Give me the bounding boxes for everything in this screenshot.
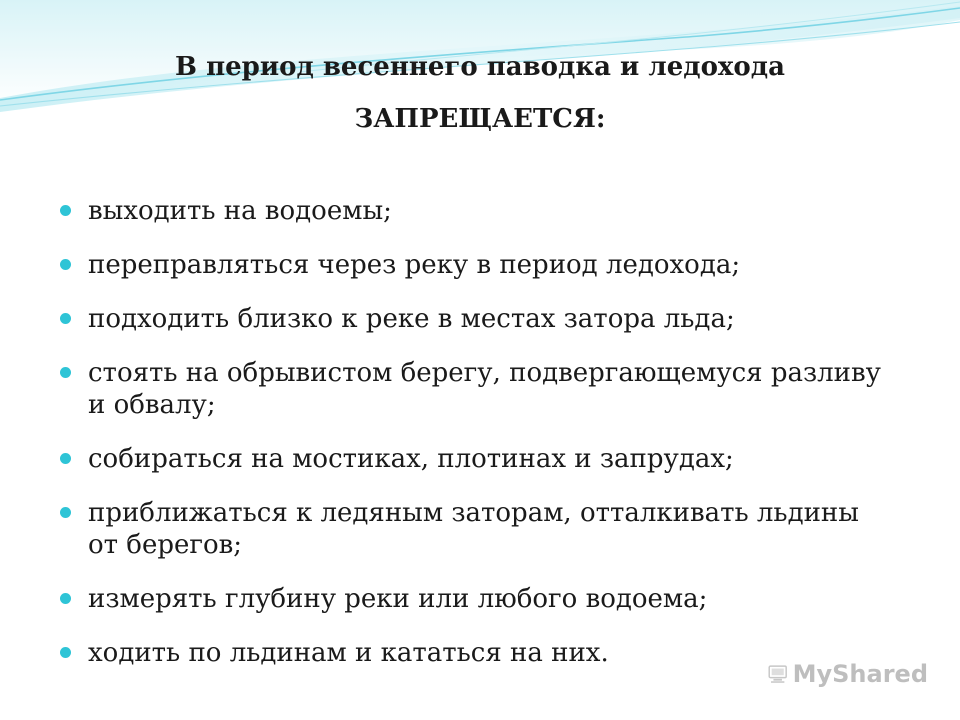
list-item bbox=[60, 195, 890, 227]
list-item-text: стоять на обрывистом берегу, подвергающемуся разливу и обвалу; bbox=[88, 358, 881, 420]
list-item-text: собираться на мостиках, плотинах и запрудах; bbox=[88, 444, 734, 474]
bullet-icon bbox=[60, 593, 71, 604]
slide-title: В период весеннего паводка и ледохода bbox=[175, 52, 785, 82]
list-item-text: выходить на водоемы; bbox=[88, 196, 392, 226]
mycomputer-logo-icon bbox=[768, 658, 789, 690]
slide-subtitle: ЗАПРЕЩАЕТСЯ: bbox=[354, 104, 606, 134]
list-item-text: измерять глубину реки или любого водоема; bbox=[88, 584, 708, 614]
bullet-icon bbox=[60, 647, 71, 658]
list-item bbox=[60, 357, 890, 421]
bullet-icon bbox=[60, 259, 71, 270]
list-item-text: подходить близко к реке в местах затора льда; bbox=[88, 304, 735, 334]
list-item-text: переправляться через реку в период ледохода; bbox=[88, 250, 741, 280]
list-item bbox=[60, 637, 890, 669]
watermark bbox=[768, 656, 928, 692]
list-item-text: ходить по льдинам и кататься на них. bbox=[88, 638, 609, 668]
bullet-icon bbox=[60, 453, 71, 464]
bullet-icon bbox=[60, 205, 71, 216]
bullet-icon bbox=[60, 367, 71, 378]
bullet-icon bbox=[60, 313, 71, 324]
list-item bbox=[60, 497, 890, 561]
list-item bbox=[60, 583, 890, 615]
list-item-text: приближаться к ледяным заторам, отталкивать льдины от берегов; bbox=[88, 498, 859, 560]
list-item bbox=[60, 443, 890, 475]
prohibited-actions-list bbox=[60, 195, 890, 691]
watermark-text: MyShared bbox=[792, 660, 928, 688]
list-item bbox=[60, 249, 890, 281]
list-item bbox=[60, 303, 890, 335]
bullet-icon bbox=[60, 507, 71, 518]
